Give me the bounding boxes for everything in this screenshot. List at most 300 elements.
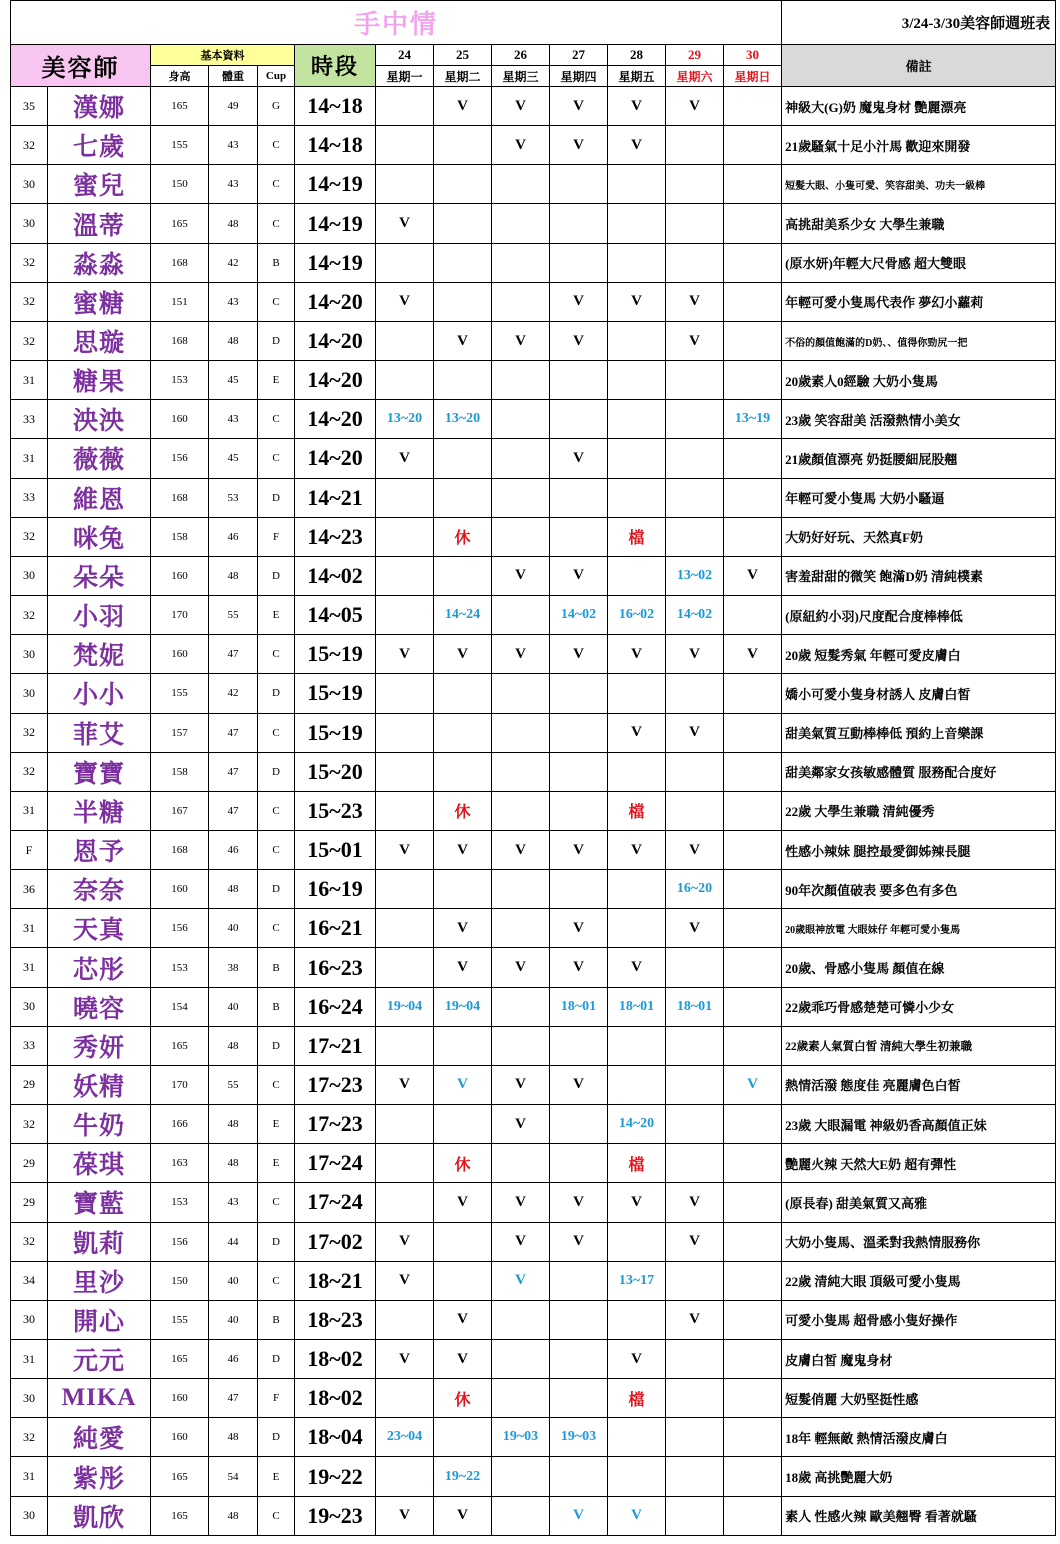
day-cell-30 xyxy=(724,987,782,1026)
staff-name-cell: 思璇 xyxy=(48,321,151,360)
note-cell: 短髮俏麗 大奶堅挺性感 xyxy=(782,1379,1056,1418)
height-cell: 158 xyxy=(151,752,209,791)
staff-number-cell: 32 xyxy=(11,752,48,791)
day-cell-30 xyxy=(724,1105,782,1144)
day-cell-30 xyxy=(724,948,782,987)
day-cell-28: V xyxy=(608,830,666,869)
weekday-header-thu: 星期四 xyxy=(550,66,608,87)
day-cell-27 xyxy=(550,1144,608,1183)
day-cell-24 xyxy=(376,752,434,791)
weight-cell: 48 xyxy=(209,1105,258,1144)
date-header-27: 27 xyxy=(550,45,608,66)
day-cell-25 xyxy=(434,204,492,243)
day-cell-27: V xyxy=(550,1183,608,1222)
day-cell-27: 14~02 xyxy=(550,596,608,635)
schedule-row xyxy=(11,165,1056,204)
day-cell-28 xyxy=(608,1418,666,1457)
day-cell-24 xyxy=(376,791,434,830)
day-cell-28 xyxy=(608,752,666,791)
day-cell-26 xyxy=(492,1496,550,1535)
cup-cell: E xyxy=(258,361,295,400)
day-cell-24 xyxy=(376,517,434,556)
schedule-row xyxy=(11,791,1056,830)
note-cell: 18年 輕無敵 熱情活潑皮膚白 xyxy=(782,1418,1056,1457)
cup-cell: C xyxy=(258,282,295,321)
schedule-row xyxy=(11,556,1056,595)
day-cell-26 xyxy=(492,909,550,948)
day-cell-30 xyxy=(724,870,782,909)
height-cell: 156 xyxy=(151,909,209,948)
day-cell-29 xyxy=(666,1261,724,1300)
day-cell-29 xyxy=(666,752,724,791)
schedule-row xyxy=(11,1222,1056,1261)
day-cell-27: 18~01 xyxy=(550,987,608,1026)
schedule-row xyxy=(11,1418,1056,1457)
staff-number-cell: 32 xyxy=(11,596,48,635)
day-cell-26 xyxy=(492,165,550,204)
schedule-row xyxy=(11,596,1056,635)
weekday-header-tue: 星期二 xyxy=(434,66,492,87)
time-slot-cell: 14~23 xyxy=(295,517,376,556)
time-slot-cell: 17~21 xyxy=(295,1026,376,1065)
day-cell-29 xyxy=(666,791,724,830)
day-cell-28: 檔 xyxy=(608,517,666,556)
time-slot-cell: 14~19 xyxy=(295,165,376,204)
day-cell-27 xyxy=(550,1026,608,1065)
day-cell-29 xyxy=(666,1105,724,1144)
day-cell-30 xyxy=(724,204,782,243)
note-cell: 年輕可愛小隻馬代表作 夢幻小蘿莉 xyxy=(782,282,1056,321)
note-cell: (原水妍)年輕大尺骨感 超大雙眼 xyxy=(782,243,1056,282)
cup-cell: C xyxy=(258,1183,295,1222)
weight-cell: 47 xyxy=(209,713,258,752)
cup-header: Cup xyxy=(258,66,295,87)
weight-cell: 46 xyxy=(209,1340,258,1379)
cup-cell: D xyxy=(258,1418,295,1457)
day-cell-26: V xyxy=(492,1261,550,1300)
cup-cell: D xyxy=(258,556,295,595)
cup-cell: C xyxy=(258,1065,295,1104)
time-slot-cell: 15~19 xyxy=(295,713,376,752)
note-cell: 短髮大眼、小隻可愛、笑容甜美、功夫一級棒 xyxy=(782,165,1056,204)
time-slot-cell: 14~19 xyxy=(295,243,376,282)
day-cell-30 xyxy=(724,674,782,713)
staff-name-cell: 天真 xyxy=(48,909,151,948)
day-cell-24 xyxy=(376,1026,434,1065)
day-cell-29: V xyxy=(666,87,724,126)
day-cell-27 xyxy=(550,713,608,752)
day-cell-25: 休 xyxy=(434,1144,492,1183)
day-cell-28 xyxy=(608,243,666,282)
weight-cell: 43 xyxy=(209,1183,258,1222)
day-cell-27 xyxy=(550,870,608,909)
day-cell-28 xyxy=(608,1026,666,1065)
schedule-row xyxy=(11,87,1056,126)
day-cell-25 xyxy=(434,1026,492,1065)
day-cell-25: 13~20 xyxy=(434,400,492,439)
day-cell-24 xyxy=(376,713,434,752)
note-cell: 90年次顏值破表 要多色有多色 xyxy=(782,870,1056,909)
height-cell: 154 xyxy=(151,987,209,1026)
day-cell-25: V xyxy=(434,830,492,869)
staff-name-cell: 恩予 xyxy=(48,830,151,869)
title-row xyxy=(11,1,1056,45)
day-cell-24 xyxy=(376,1379,434,1418)
staff-name-cell: 漢娜 xyxy=(48,87,151,126)
day-cell-30 xyxy=(724,1026,782,1065)
day-cell-30 xyxy=(724,752,782,791)
day-cell-26: 19~03 xyxy=(492,1418,550,1457)
height-cell: 166 xyxy=(151,1105,209,1144)
day-cell-29 xyxy=(666,1418,724,1457)
day-cell-28 xyxy=(608,165,666,204)
schedule-row xyxy=(11,282,1056,321)
staff-number-cell: 32 xyxy=(11,1418,48,1457)
day-cell-29: V xyxy=(666,830,724,869)
height-cell: 155 xyxy=(151,674,209,713)
time-slot-cell: 18~23 xyxy=(295,1300,376,1339)
schedule-row xyxy=(11,909,1056,948)
staff-number-cell: 31 xyxy=(11,948,48,987)
day-cell-28: V xyxy=(608,126,666,165)
weight-cell: 47 xyxy=(209,1379,258,1418)
schedule-row xyxy=(11,674,1056,713)
height-cell: 150 xyxy=(151,165,209,204)
weight-cell: 49 xyxy=(209,87,258,126)
day-cell-29 xyxy=(666,1457,724,1496)
day-cell-24 xyxy=(376,596,434,635)
time-slot-cell: 18~21 xyxy=(295,1261,376,1300)
day-cell-24: V xyxy=(376,830,434,869)
day-cell-24: V xyxy=(376,635,434,674)
day-cell-30 xyxy=(724,1457,782,1496)
weight-cell: 43 xyxy=(209,126,258,165)
staff-number-cell: 31 xyxy=(11,909,48,948)
day-cell-29: 14~02 xyxy=(666,596,724,635)
staff-name-cell: 紫彤 xyxy=(48,1457,151,1496)
day-cell-26 xyxy=(492,1457,550,1496)
day-cell-29 xyxy=(666,1379,724,1418)
day-cell-26: V xyxy=(492,1222,550,1261)
day-cell-24: 13~20 xyxy=(376,400,434,439)
day-cell-28 xyxy=(608,361,666,400)
date-header-28: 28 xyxy=(608,45,666,66)
day-cell-26 xyxy=(492,752,550,791)
day-cell-26 xyxy=(492,1144,550,1183)
day-cell-29 xyxy=(666,1144,724,1183)
cup-cell: E xyxy=(258,1457,295,1496)
note-cell: 高挑甜美系少女 大學生兼職 xyxy=(782,204,1056,243)
day-cell-30 xyxy=(724,1222,782,1261)
day-cell-30: V xyxy=(724,635,782,674)
time-slot-cell: 19~22 xyxy=(295,1457,376,1496)
height-cell: 160 xyxy=(151,400,209,439)
day-cell-30: V xyxy=(724,556,782,595)
note-cell: 可愛小隻馬 超骨感小隻好操作 xyxy=(782,1300,1056,1339)
staff-number-cell: 32 xyxy=(11,713,48,752)
height-cell: 160 xyxy=(151,635,209,674)
day-cell-26: V xyxy=(492,87,550,126)
day-cell-30 xyxy=(724,1144,782,1183)
day-cell-24: V xyxy=(376,1496,434,1535)
staff-name-cell: 七歲 xyxy=(48,126,151,165)
day-cell-28 xyxy=(608,1222,666,1261)
day-cell-25 xyxy=(434,478,492,517)
day-cell-29: V xyxy=(666,321,724,360)
weight-cell: 42 xyxy=(209,243,258,282)
staff-number-cell: 30 xyxy=(11,635,48,674)
day-cell-24: V xyxy=(376,282,434,321)
staff-number-cell: 29 xyxy=(11,1144,48,1183)
time-slot-cell: 16~23 xyxy=(295,948,376,987)
height-cell: 155 xyxy=(151,126,209,165)
schedule-row xyxy=(11,987,1056,1026)
schedule-row xyxy=(11,361,1056,400)
day-cell-25: 19~22 xyxy=(434,1457,492,1496)
time-slot-cell: 14~21 xyxy=(295,478,376,517)
day-cell-24: V xyxy=(376,204,434,243)
time-slot-cell: 17~24 xyxy=(295,1144,376,1183)
day-cell-30 xyxy=(724,87,782,126)
weight-cell: 48 xyxy=(209,204,258,243)
cup-cell: C xyxy=(258,791,295,830)
cup-cell: D xyxy=(258,1222,295,1261)
day-cell-30 xyxy=(724,909,782,948)
day-cell-24 xyxy=(376,1183,434,1222)
weight-cell: 48 xyxy=(209,556,258,595)
day-cell-28 xyxy=(608,204,666,243)
basic-info-header: 基本資料 xyxy=(151,45,295,66)
note-cell: 大奶小隻馬、溫柔對我熱情服務你 xyxy=(782,1222,1056,1261)
day-cell-28: 18~01 xyxy=(608,987,666,1026)
weight-cell: 46 xyxy=(209,517,258,556)
date-header-26: 26 xyxy=(492,45,550,66)
staff-number-cell: 30 xyxy=(11,987,48,1026)
day-cell-26: V xyxy=(492,1183,550,1222)
date-header-24: 24 xyxy=(376,45,434,66)
day-cell-25 xyxy=(434,126,492,165)
schedule-row xyxy=(11,126,1056,165)
day-cell-27: V xyxy=(550,1496,608,1535)
day-cell-27: V xyxy=(550,321,608,360)
time-slot-cell: 16~19 xyxy=(295,870,376,909)
day-cell-28: V xyxy=(608,948,666,987)
height-cell: 150 xyxy=(151,1261,209,1300)
day-cell-27: V xyxy=(550,282,608,321)
day-cell-29 xyxy=(666,204,724,243)
weight-header: 體重 xyxy=(209,66,258,87)
height-cell: 168 xyxy=(151,321,209,360)
day-cell-27: V xyxy=(550,87,608,126)
staff-number-cell: 32 xyxy=(11,1105,48,1144)
day-cell-28 xyxy=(608,1065,666,1104)
day-cell-25 xyxy=(434,243,492,282)
day-cell-30 xyxy=(724,1379,782,1418)
staff-number-cell: 30 xyxy=(11,556,48,595)
note-cell: 不俗的顏值飽滿的D奶、、值得你勁尻一把 xyxy=(782,321,1056,360)
cup-cell: D xyxy=(258,752,295,791)
height-cell: 170 xyxy=(151,596,209,635)
staff-number-cell: 34 xyxy=(11,1261,48,1300)
day-cell-29: V xyxy=(666,635,724,674)
day-cell-28 xyxy=(608,1300,666,1339)
day-cell-29 xyxy=(666,478,724,517)
height-cell: 160 xyxy=(151,1418,209,1457)
day-cell-28: V xyxy=(608,282,666,321)
schedule-row xyxy=(11,948,1056,987)
day-cell-28 xyxy=(608,870,666,909)
day-cell-26: V xyxy=(492,126,550,165)
day-cell-27: V xyxy=(550,635,608,674)
staff-name-cell: 淼淼 xyxy=(48,243,151,282)
note-cell: 大奶好好玩、天然真F奶 xyxy=(782,517,1056,556)
note-cell: 23歲 大眼漏電 神級奶香高顏值正妹 xyxy=(782,1105,1056,1144)
schedule-row xyxy=(11,1379,1056,1418)
cup-cell: F xyxy=(258,1379,295,1418)
time-slot-cell: 19~23 xyxy=(295,1496,376,1535)
day-cell-26: V xyxy=(492,1105,550,1144)
schedule-row xyxy=(11,752,1056,791)
schedule-row xyxy=(11,1105,1056,1144)
note-cell: 20歲、骨感小隻馬 顏值在線 xyxy=(782,948,1056,987)
day-cell-25: V xyxy=(434,635,492,674)
day-cell-25 xyxy=(434,713,492,752)
cup-cell: C xyxy=(258,204,295,243)
day-cell-25: V xyxy=(434,1340,492,1379)
day-cell-24 xyxy=(376,870,434,909)
day-cell-26: V xyxy=(492,1065,550,1104)
staff-number-cell: 32 xyxy=(11,243,48,282)
weight-cell: 53 xyxy=(209,478,258,517)
staff-number-cell: 31 xyxy=(11,439,48,478)
time-slot-cell: 14~20 xyxy=(295,361,376,400)
cup-cell: D xyxy=(258,1340,295,1379)
day-cell-26 xyxy=(492,282,550,321)
date-header-25: 25 xyxy=(434,45,492,66)
day-cell-27 xyxy=(550,478,608,517)
height-cell: 160 xyxy=(151,870,209,909)
schedule-row xyxy=(11,830,1056,869)
weight-cell: 43 xyxy=(209,165,258,204)
height-cell: 165 xyxy=(151,1026,209,1065)
cup-cell: D xyxy=(258,1026,295,1065)
cup-cell: B xyxy=(258,243,295,282)
note-cell: 23歲 笑容甜美 活潑熱情小美女 xyxy=(782,400,1056,439)
day-cell-25: 19~04 xyxy=(434,987,492,1026)
day-cell-27 xyxy=(550,517,608,556)
day-cell-28 xyxy=(608,321,666,360)
staff-name-cell: 菲艾 xyxy=(48,713,151,752)
day-cell-30 xyxy=(724,1496,782,1535)
staff-name-cell: 妖精 xyxy=(48,1065,151,1104)
day-cell-27 xyxy=(550,204,608,243)
day-cell-29: V xyxy=(666,282,724,321)
day-cell-25 xyxy=(434,1222,492,1261)
weight-cell: 45 xyxy=(209,361,258,400)
store-title: 手中情 xyxy=(11,1,782,45)
time-slot-cell: 14~20 xyxy=(295,321,376,360)
staff-number-cell: 32 xyxy=(11,126,48,165)
cup-cell: C xyxy=(258,1496,295,1535)
weight-cell: 43 xyxy=(209,282,258,321)
day-cell-25: V xyxy=(434,1300,492,1339)
height-cell: 170 xyxy=(151,1065,209,1104)
note-cell: 20歲眼神放電 大眼妹仔 年輕可愛小隻馬 xyxy=(782,909,1056,948)
day-cell-24 xyxy=(376,948,434,987)
schedule-row xyxy=(11,1300,1056,1339)
day-cell-24 xyxy=(376,909,434,948)
staff-name-cell: MIKA xyxy=(48,1379,151,1418)
weight-cell: 48 xyxy=(209,870,258,909)
note-cell: 22歲 清純大眼 頂級可愛小隻馬 xyxy=(782,1261,1056,1300)
staff-name-cell: 里沙 xyxy=(48,1261,151,1300)
staff-number-cell: 30 xyxy=(11,204,48,243)
height-cell: 155 xyxy=(151,1300,209,1339)
day-cell-28 xyxy=(608,674,666,713)
day-cell-24: 23~04 xyxy=(376,1418,434,1457)
day-cell-25 xyxy=(434,556,492,595)
day-cell-25: 休 xyxy=(434,791,492,830)
staff-number-cell: 31 xyxy=(11,791,48,830)
day-cell-30 xyxy=(724,361,782,400)
day-cell-26 xyxy=(492,596,550,635)
day-cell-26 xyxy=(492,439,550,478)
height-cell: 168 xyxy=(151,243,209,282)
day-cell-29: V xyxy=(666,1222,724,1261)
note-cell: 神級大(G)奶 魔鬼身材 艷麗漂亮 xyxy=(782,87,1056,126)
day-cell-24 xyxy=(376,243,434,282)
schedule-row xyxy=(11,321,1056,360)
schedule-row xyxy=(11,1183,1056,1222)
staff-name-cell: 元元 xyxy=(48,1340,151,1379)
time-slot-cell: 18~02 xyxy=(295,1340,376,1379)
time-slot-cell: 15~20 xyxy=(295,752,376,791)
time-slot-cell: 15~19 xyxy=(295,635,376,674)
day-cell-25: V xyxy=(434,909,492,948)
height-cell: 165 xyxy=(151,1457,209,1496)
day-cell-29: 16~20 xyxy=(666,870,724,909)
day-cell-25: V xyxy=(434,1183,492,1222)
day-cell-30 xyxy=(724,791,782,830)
height-cell: 156 xyxy=(151,439,209,478)
time-slot-cell: 14~20 xyxy=(295,400,376,439)
height-cell: 163 xyxy=(151,1144,209,1183)
staff-name-cell: 咪兔 xyxy=(48,517,151,556)
cup-cell: B xyxy=(258,1300,295,1339)
note-cell: (原紐約小羽)尺度配合度棒棒低 xyxy=(782,596,1056,635)
day-cell-29 xyxy=(666,1340,724,1379)
staff-name-cell: 小羽 xyxy=(48,596,151,635)
day-cell-27 xyxy=(550,752,608,791)
day-cell-27 xyxy=(550,674,608,713)
day-cell-28 xyxy=(608,556,666,595)
height-cell: 167 xyxy=(151,791,209,830)
day-cell-30 xyxy=(724,165,782,204)
weight-cell: 46 xyxy=(209,830,258,869)
staff-name-cell: 凱莉 xyxy=(48,1222,151,1261)
day-cell-26: V xyxy=(492,321,550,360)
day-cell-25: 14~24 xyxy=(434,596,492,635)
day-cell-30 xyxy=(724,282,782,321)
day-cell-30 xyxy=(724,517,782,556)
staff-number-cell: 30 xyxy=(11,1496,48,1535)
day-cell-24 xyxy=(376,1300,434,1339)
staff-number-cell: F xyxy=(11,830,48,869)
staff-number-cell: 30 xyxy=(11,165,48,204)
day-cell-28: V xyxy=(608,1340,666,1379)
day-cell-27 xyxy=(550,791,608,830)
day-cell-30 xyxy=(724,1183,782,1222)
